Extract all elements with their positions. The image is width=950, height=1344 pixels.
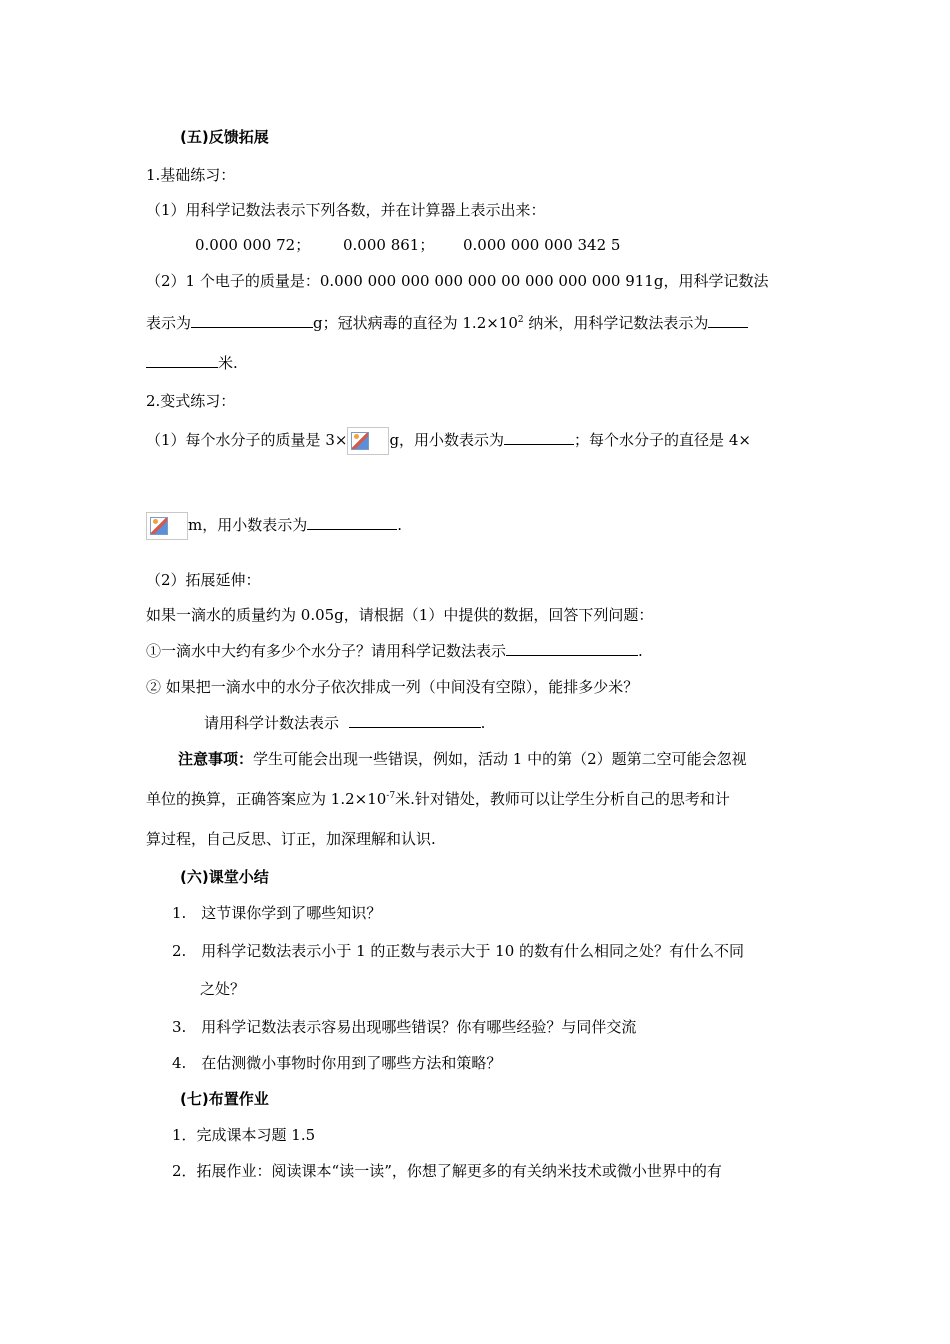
variant-q1-line1 bbox=[146, 427, 751, 455]
summary-item: 4. 在估测微小事物时你用到了哪些方法和策略？ bbox=[172, 1054, 502, 1072]
question-2-line1: （2）1 个电子的质量是：0.000 000 000 000 000 00 000 000 000 911g，用科学记数法 bbox=[146, 272, 769, 290]
q2-unit: 米. bbox=[218, 354, 238, 372]
extension-title: （2）拓展延伸： bbox=[146, 571, 261, 589]
summary-item-continuation: 之处？ bbox=[200, 980, 246, 998]
answer-blank[interactable] bbox=[307, 515, 397, 530]
period: . bbox=[397, 516, 403, 534]
homework-item: 2．拓展作业：阅读课本“读一读”，你想了解更多的有关纳米技术或微小世界中的有 bbox=[172, 1162, 722, 1180]
note-text-a: 单位的换算，正确答案应为 1.2×10 bbox=[146, 790, 387, 808]
answer-blank[interactable] bbox=[708, 313, 748, 328]
answer-blank[interactable] bbox=[349, 713, 481, 728]
answer-blank[interactable] bbox=[146, 353, 218, 368]
number-2: 0.000 861； bbox=[343, 236, 435, 254]
note-line1 bbox=[178, 749, 747, 769]
q2-text-a: 表示为 bbox=[146, 314, 192, 332]
extension-q2: ② 如果把一滴水中的水分子依次排成一列（中间没有空隙），能排多少米？ bbox=[146, 678, 639, 696]
answer-blank[interactable] bbox=[504, 430, 574, 445]
section5-heading: (五)反馈拓展 bbox=[180, 128, 269, 146]
v1-text-a: （1）每个水分子的质量是 3× bbox=[146, 431, 348, 449]
answer-blank[interactable] bbox=[506, 641, 638, 656]
note-line2 bbox=[146, 789, 730, 809]
v1-line2-text: m，用小数表示为 bbox=[188, 516, 308, 534]
period: . bbox=[638, 642, 643, 660]
extension-q2-sub bbox=[204, 713, 485, 733]
broken-image-icon bbox=[347, 427, 389, 455]
number-1: 0.000 000 72； bbox=[195, 236, 311, 254]
extension-intro: 如果一滴水的质量约为 0.05g，请根据（1）中提供的数据，回答下列问题： bbox=[146, 606, 654, 624]
basic-practice-title: 1.基础练习： bbox=[146, 166, 236, 184]
variant-practice-title: 2.变式练习： bbox=[146, 392, 236, 410]
period: . bbox=[480, 714, 486, 732]
numbers-row bbox=[195, 235, 621, 255]
exponent: -7 bbox=[386, 791, 396, 801]
summary-item: 1. 这节课你学到了哪些知识？ bbox=[172, 904, 382, 922]
question-2-line3 bbox=[146, 353, 238, 373]
v1-text-b: g，用小数表示为 bbox=[389, 431, 505, 449]
question-1: （1）用科学记数法表示下列各数，并在计算器上表示出来： bbox=[146, 201, 546, 219]
homework-item: 1．完成课本习题 1.5 bbox=[172, 1126, 316, 1144]
q2-text-b: g；冠状病毒的直径为 1.2×10 bbox=[313, 314, 518, 332]
q2-text-c: 纳米，用科学记数法表示为 bbox=[523, 314, 709, 332]
v1-text-c: ；每个水分子的直径是 4× bbox=[574, 431, 751, 449]
note-text: 学生可能会出现一些错误，例如，活动 1 中的第（2）题第二空可能会忽视 bbox=[253, 750, 747, 768]
note-label: 注意事项： bbox=[178, 750, 254, 768]
summary-item: 2. 用科学记数法表示小于 1 的正数与表示大于 10 的数有什么相同之处？有什么不同 bbox=[172, 942, 745, 960]
broken-image-icon bbox=[146, 512, 188, 540]
variant-q1-line2 bbox=[146, 512, 402, 540]
ext-q1-text: ①一滴水中大约有多少个水分子？请用科学记数法表示 bbox=[146, 642, 507, 660]
ext-q2-sub-text: 请用科学计数法表示 bbox=[204, 714, 340, 732]
note-text-b: 米.针对错处，教师可以让学生分析自己的思考和计 bbox=[395, 790, 730, 808]
exponent: 2 bbox=[517, 315, 524, 325]
summary-item: 3. 用科学记数法表示容易出现哪些错误？你有哪些经验？与同伴交流 bbox=[172, 1018, 637, 1036]
note-line3: 算过程，自己反思、订正，加深理解和认识. bbox=[146, 830, 436, 848]
section6-heading: (六)课堂小结 bbox=[180, 868, 269, 886]
question-2-line2 bbox=[146, 313, 748, 333]
answer-blank[interactable] bbox=[191, 313, 313, 328]
section7-heading: (七)布置作业 bbox=[180, 1090, 269, 1108]
extension-q1 bbox=[146, 641, 643, 661]
number-3: 0.000 000 000 342 5 bbox=[463, 236, 621, 254]
